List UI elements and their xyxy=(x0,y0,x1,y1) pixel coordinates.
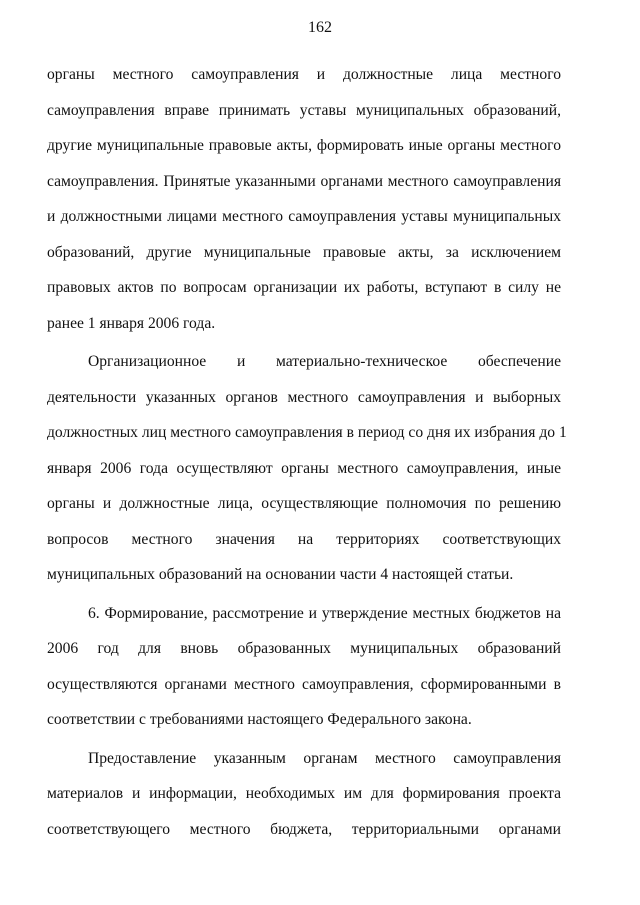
text-line: правовых актов по вопросам организации их работы, вступают в силу не xyxy=(47,279,561,296)
text-line: соответствующего местного бюджета, территориальными органами xyxy=(47,820,561,838)
text-line: органы местного самоуправления и должностные лица местного xyxy=(47,66,561,83)
text-line: материалов и информации, необходимых им для формирования проекта xyxy=(47,785,561,802)
text-line: ранее 1 января 2006 года. xyxy=(47,314,216,332)
paragraph-4 xyxy=(47,746,561,853)
text-line: Организационное и материально-техническое обеспечение xyxy=(88,353,561,370)
page-number: 162 xyxy=(308,19,332,36)
text-line: 2006 год для вновь образованных муниципальных образований xyxy=(47,640,561,657)
text-line: января 2006 года осуществляют органы местного самоуправления, иные xyxy=(47,459,561,477)
document-body xyxy=(47,62,567,852)
text-line: самоуправления вправе принимать уставы муниципальных образований, xyxy=(47,101,561,119)
text-line: Предоставление указанным органам местного самоуправления xyxy=(88,749,561,767)
text-line: 6. Формирование, рассмотрение и утверждение местных бюджетов на xyxy=(88,604,561,622)
text-line: соответствии с требованиями настоящего Федерального закона. xyxy=(47,711,472,728)
text-line: органы и должностные лица, осуществляющие полномочия по решению xyxy=(47,495,561,512)
text-line: самоуправления. Принятые указанными органами местного самоуправления xyxy=(47,172,561,190)
text-line: деятельности указанных органов местного самоуправления и выборных xyxy=(47,388,561,406)
paragraph-3 xyxy=(47,601,561,743)
text-line: муниципальных образований на основании части 4 настоящей статьи. xyxy=(47,566,514,583)
text-line: осуществляются органами местного самоуправления, сформированными в xyxy=(47,675,561,693)
paragraph-2 xyxy=(47,349,567,598)
text-line: и должностными лицами местного самоуправления уставы муниципальных xyxy=(47,208,561,225)
text-line: вопросов местного значения на территориях соответствующих xyxy=(47,530,561,548)
text-line: должностных лиц местного самоуправления в период со дня их избрания до 1 xyxy=(47,424,567,441)
paragraph-1 xyxy=(47,62,561,346)
text-line: образований, другие муниципальные правовые акты, за исключением xyxy=(47,243,561,261)
text-line: другие муниципальные правовые акты, формировать иные органы местного xyxy=(47,137,561,154)
